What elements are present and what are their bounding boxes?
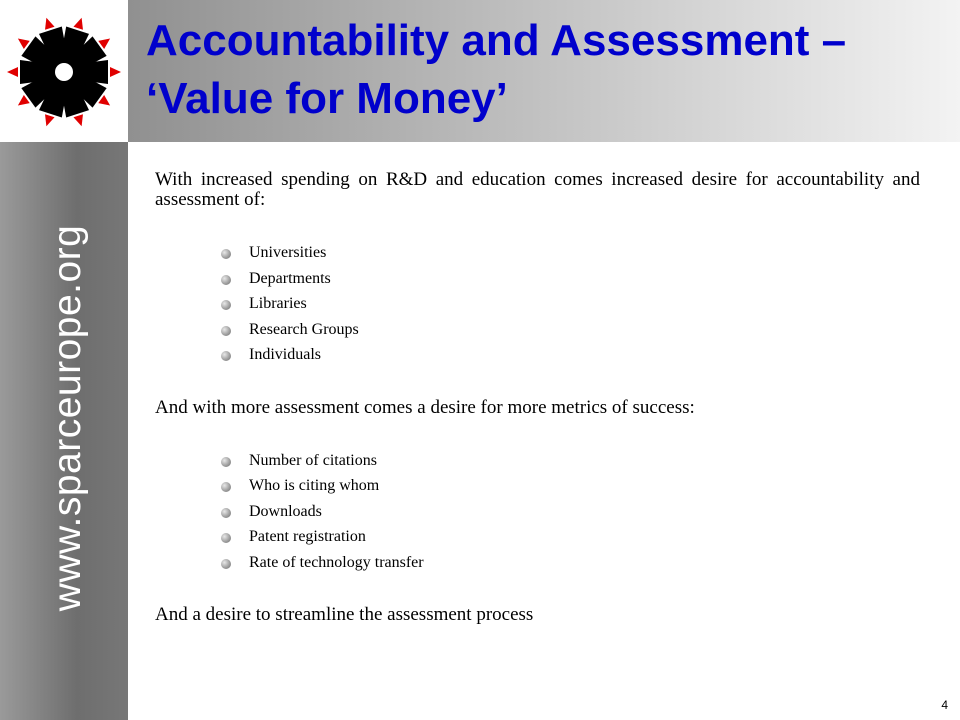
list-item: Rate of technology transfer	[221, 550, 920, 576]
metrics-paragraph: And with more assessment comes a desire for more metrics of success:	[155, 396, 695, 418]
bullet-icon	[221, 533, 231, 543]
logo-tip	[73, 16, 86, 30]
list-item: Departments	[221, 266, 920, 292]
list-item: Research Groups	[221, 317, 920, 343]
logo-tip	[7, 67, 18, 77]
bullet-icon	[221, 249, 231, 259]
logo-tip	[15, 95, 30, 110]
slide-title	[146, 12, 846, 128]
closing-paragraph: And a desire to streamline the assessment process	[155, 604, 534, 625]
title-line-1: Accountability and Assessment –	[146, 16, 847, 65]
logo-tip	[110, 67, 121, 77]
logo-tip	[42, 114, 55, 128]
intro-paragraph: With increased spending on R&D and education comes increased desire for accountability and assessment of:	[155, 169, 920, 210]
sidebar-url: www.sparceurope.org	[46, 224, 89, 612]
logo-tip	[98, 95, 113, 110]
assessed-list	[155, 240, 920, 368]
bullet-icon	[221, 300, 231, 310]
bullet-icon	[221, 559, 231, 569]
logo-area	[0, 0, 128, 142]
page-number: 4	[941, 698, 948, 712]
logo-tip	[73, 114, 86, 128]
list-item: Who is citing whom	[221, 473, 920, 499]
logo-hole	[55, 63, 73, 81]
slide-body	[155, 170, 920, 625]
list-item: Individuals	[221, 342, 920, 368]
list-item: Universities	[221, 240, 920, 266]
list-item: Downloads	[221, 499, 920, 525]
title-line-2: ‘Value for Money’	[146, 74, 508, 123]
bullet-icon	[221, 457, 231, 467]
bullet-icon	[221, 326, 231, 336]
list-item: Patent registration	[221, 524, 920, 550]
logo-tip	[15, 34, 30, 49]
sparc-logo-icon	[4, 10, 124, 134]
logo-tip	[42, 16, 55, 30]
list-item: Number of citations	[221, 448, 920, 474]
metrics-list	[155, 448, 920, 576]
bullet-icon	[221, 275, 231, 285]
list-item: Libraries	[221, 291, 920, 317]
bullet-icon	[221, 482, 231, 492]
logo-tip	[98, 34, 113, 49]
bullet-icon	[221, 351, 231, 361]
bullet-icon	[221, 508, 231, 518]
